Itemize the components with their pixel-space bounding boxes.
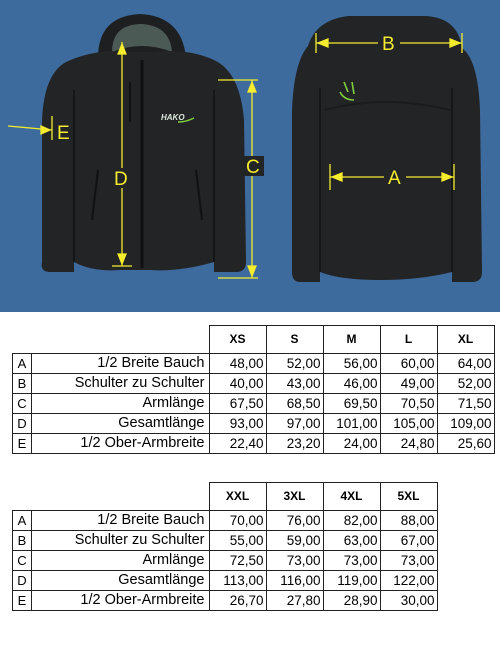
size-header-xs: XS [209,326,266,354]
row-label: Schulter zu Schulter [32,531,210,551]
size-table-1 [12,325,495,454]
table-row [13,551,438,571]
table-cell: 88,00 [380,511,437,531]
table-cell: 64,00 [437,354,494,374]
row-label: Gesamtlänge [32,571,210,591]
size-header-l: L [380,326,437,354]
dimension-label-a: A [388,168,401,189]
table-cell: 30,00 [380,591,437,611]
table-header-row [13,326,495,354]
table-cell: 48,00 [209,354,266,374]
size-table-2 [12,482,438,611]
table-cell: 109,00 [437,414,494,434]
table-cell: 27,80 [266,591,323,611]
table-cell: 40,00 [209,374,266,394]
table-row [13,354,495,374]
table-cell: 24,80 [380,434,437,454]
row-label: Schulter zu Schulter [32,374,210,394]
table-cell: 67,50 [209,394,266,414]
table-cell: 52,00 [266,354,323,374]
size-header-m: M [323,326,380,354]
product-diagram [0,0,500,312]
dimension-label-b: B [382,34,395,55]
row-label: Armlänge [32,394,210,414]
jacket-illustration [0,0,500,312]
dimension-label-d: D [114,169,128,190]
row-label: Armlänge [32,551,210,571]
table-cell: 43,00 [266,374,323,394]
table-cell: 76,00 [266,511,323,531]
row-label: Gesamtlänge [32,414,210,434]
brand-logo: HAKO [161,113,185,122]
table-cell: 52,00 [437,374,494,394]
size-header-3xl: 3XL [266,483,323,511]
table-cell: 23,20 [266,434,323,454]
table-cell: 105,00 [380,414,437,434]
row-letter: E [13,591,32,611]
size-header-4xl: 4XL [323,483,380,511]
table-cell: 49,00 [380,374,437,394]
row-letter: C [13,394,32,414]
table-row [13,394,495,414]
table-cell: 72,50 [209,551,266,571]
table-cell: 68,50 [266,394,323,414]
table-cell: 63,00 [323,531,380,551]
table-cell: 26,70 [209,591,266,611]
jacket-front-image [42,14,246,272]
table-cell: 113,00 [209,571,266,591]
table-row [13,434,495,454]
table-cell: 70,00 [209,511,266,531]
table-cell: 22,40 [209,434,266,454]
row-letter: A [13,511,32,531]
table-cell: 28,90 [323,591,380,611]
table-row [13,591,438,611]
table-cell: 73,00 [266,551,323,571]
table-cell: 97,00 [266,414,323,434]
row-letter: E [13,434,32,454]
table-cell: 116,00 [266,571,323,591]
row-letter: A [13,354,32,374]
row-letter: D [13,414,32,434]
table-cell: 119,00 [323,571,380,591]
table-cell: 69,50 [323,394,380,414]
row-letter: B [13,531,32,551]
jacket-back-image [292,16,482,282]
table-row [13,531,438,551]
row-label: 1/2 Ober-Armbreite [32,591,210,611]
row-label: 1/2 Breite Bauch [32,511,210,531]
size-header-5xl: 5XL [380,483,437,511]
dimension-label-c: C [246,157,260,178]
row-letter: D [13,571,32,591]
size-header-xxl: XXL [209,483,266,511]
table-cell: 70,50 [380,394,437,414]
table-cell: 71,50 [437,394,494,414]
size-header-xl: XL [437,326,494,354]
table-cell: 122,00 [380,571,437,591]
table-cell: 67,00 [380,531,437,551]
table-cell: 25,60 [437,434,494,454]
dimension-label-e: E [57,123,70,144]
table-cell: 59,00 [266,531,323,551]
table-header-row [13,483,438,511]
table-cell: 73,00 [380,551,437,571]
table-row [13,374,495,394]
table-cell: 56,00 [323,354,380,374]
table-cell: 60,00 [380,354,437,374]
table-row [13,571,438,591]
row-letter: B [13,374,32,394]
table-cell: 46,00 [323,374,380,394]
table-cell: 101,00 [323,414,380,434]
table-cell: 24,00 [323,434,380,454]
table-cell: 82,00 [323,511,380,531]
row-label: 1/2 Ober-Armbreite [32,434,210,454]
table-row [13,414,495,434]
row-letter: C [13,551,32,571]
table-cell: 55,00 [209,531,266,551]
table-cell: 93,00 [209,414,266,434]
size-header-s: S [266,326,323,354]
row-label: 1/2 Breite Bauch [32,354,210,374]
table-row [13,511,438,531]
table-cell: 73,00 [323,551,380,571]
